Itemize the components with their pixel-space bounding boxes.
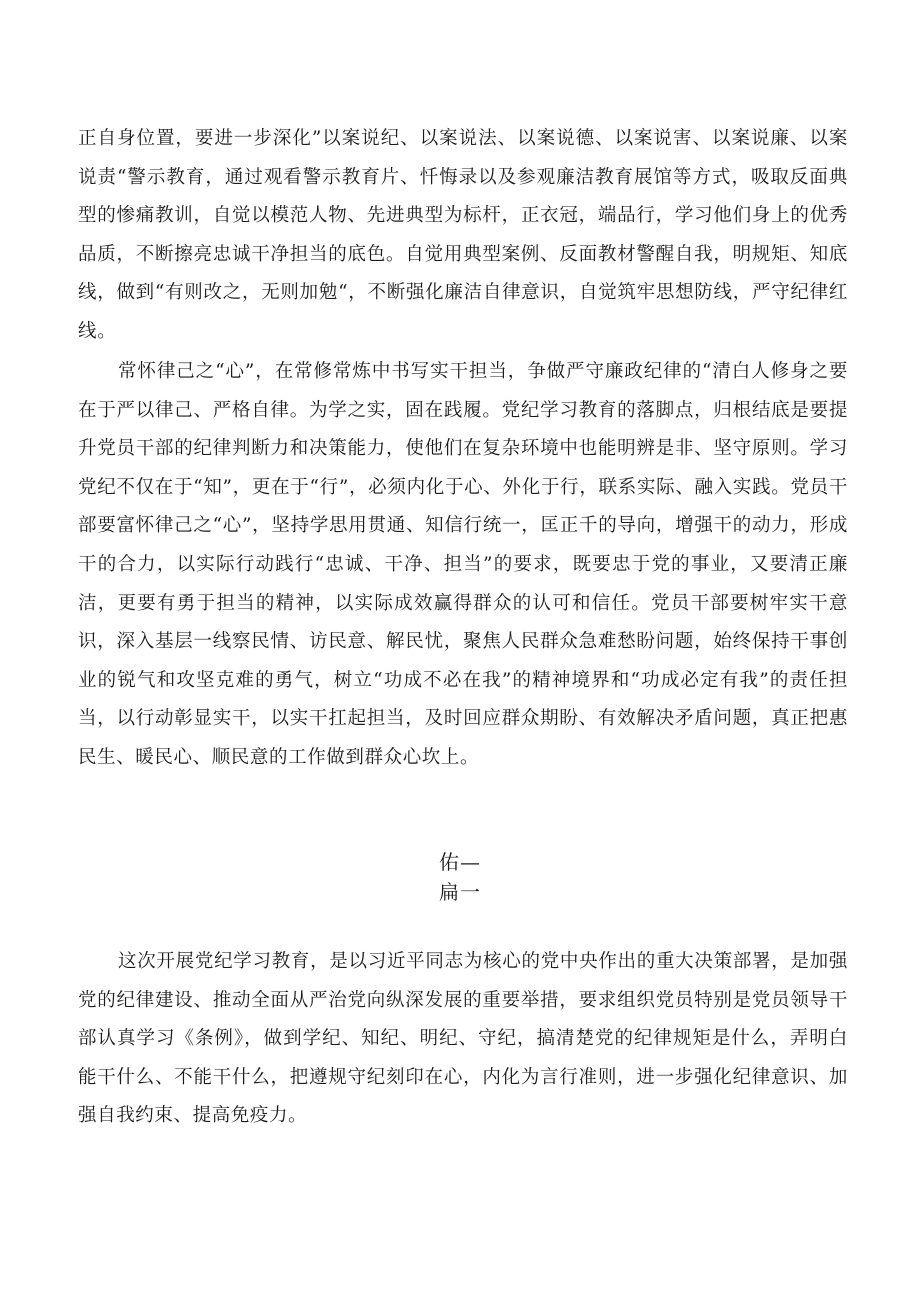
paragraph-2: 常怀律己之“心”，在常修常炼中书写实干担当，争做严守廉政纪律的“清白人修身之要在于严以律己、严格自律。为学之实，固在践履。党纪学习教育的落脚点，归根结底是要提升党员干部的纪律判断力和决策能力，使他们在复杂环境中也能明辨是非、坚守原则。学习党纪不仅在于“知”，更在于“行”，必须内化于心、外化于行，联系实际、融入实践。党员干部要富怀律己之“心”，坚持学思用贯通、知信行统一，匡正千的导向，增强干的动力，形成干的合力，以实际行动践行“忠诚、干净、担当”的要求，既要忠于党的事业，又要清正廉洁，更要有勇于担当的精神，以实际成效赢得群众的认可和信任。党员干部要树牢实干意识，深入基层一线察民情、访民意、解民忧，聚焦人民群众急难愁盼问题，始终保持干事创业的锐气和攻坚克难的勇气，树立“功成不必在我”的精神境界和“功成必定有我”的责任担当，以行动彰显实干，以实干扛起担当，及时回应群众期盼、有效解决矛盾问题，真正把惠民生、暖民心、顺民意的工作做到群众心坎上。	[78, 361, 848, 768]
section-heading-line-2: 扁一	[439, 880, 481, 904]
paragraph-1: 正自身位置，要进一步深化”以案说纪、以案说法、以案说德、以案说害、以案说廉、以案说责“警示教育，通过观看警示教育片、忏悔录以及参观廉洁教育展馆等方式，吸取反面典型的惨痛教训，自觉以模范人物、先进典型为标杆，正衣冠，端品行，学习他们身上的优秀品质，不断擦亮忠诚干净担当的底色。自觉用典型案例、反面教材警醒自我，明规矩、知底线，做到“有则改之，无则加勉“，不断强化廉洁自律意识，自觉筑牢思想防线，严守纪律红线。	[78, 128, 848, 342]
paragraph-3: 这次开展党纪学习教育，是以习近平同志为核心的党中央作出的重大决策部署，是加强党的纪律建设、推动全面从严治党向纵深发展的重要举措，要求组织党员特别是党员领导干部认真学习《条例》，做到学纪、知纪、明纪、守纪，搞清楚党的纪律规矩是什么，弄明白能干什么、不能干什么，把遵规守纪刻印在心，内化为言行准则，进一步强化纪律意识、加强自我约束、提高免疫力。	[78, 951, 848, 1127]
section-heading-line-1: 佑—	[439, 850, 481, 874]
